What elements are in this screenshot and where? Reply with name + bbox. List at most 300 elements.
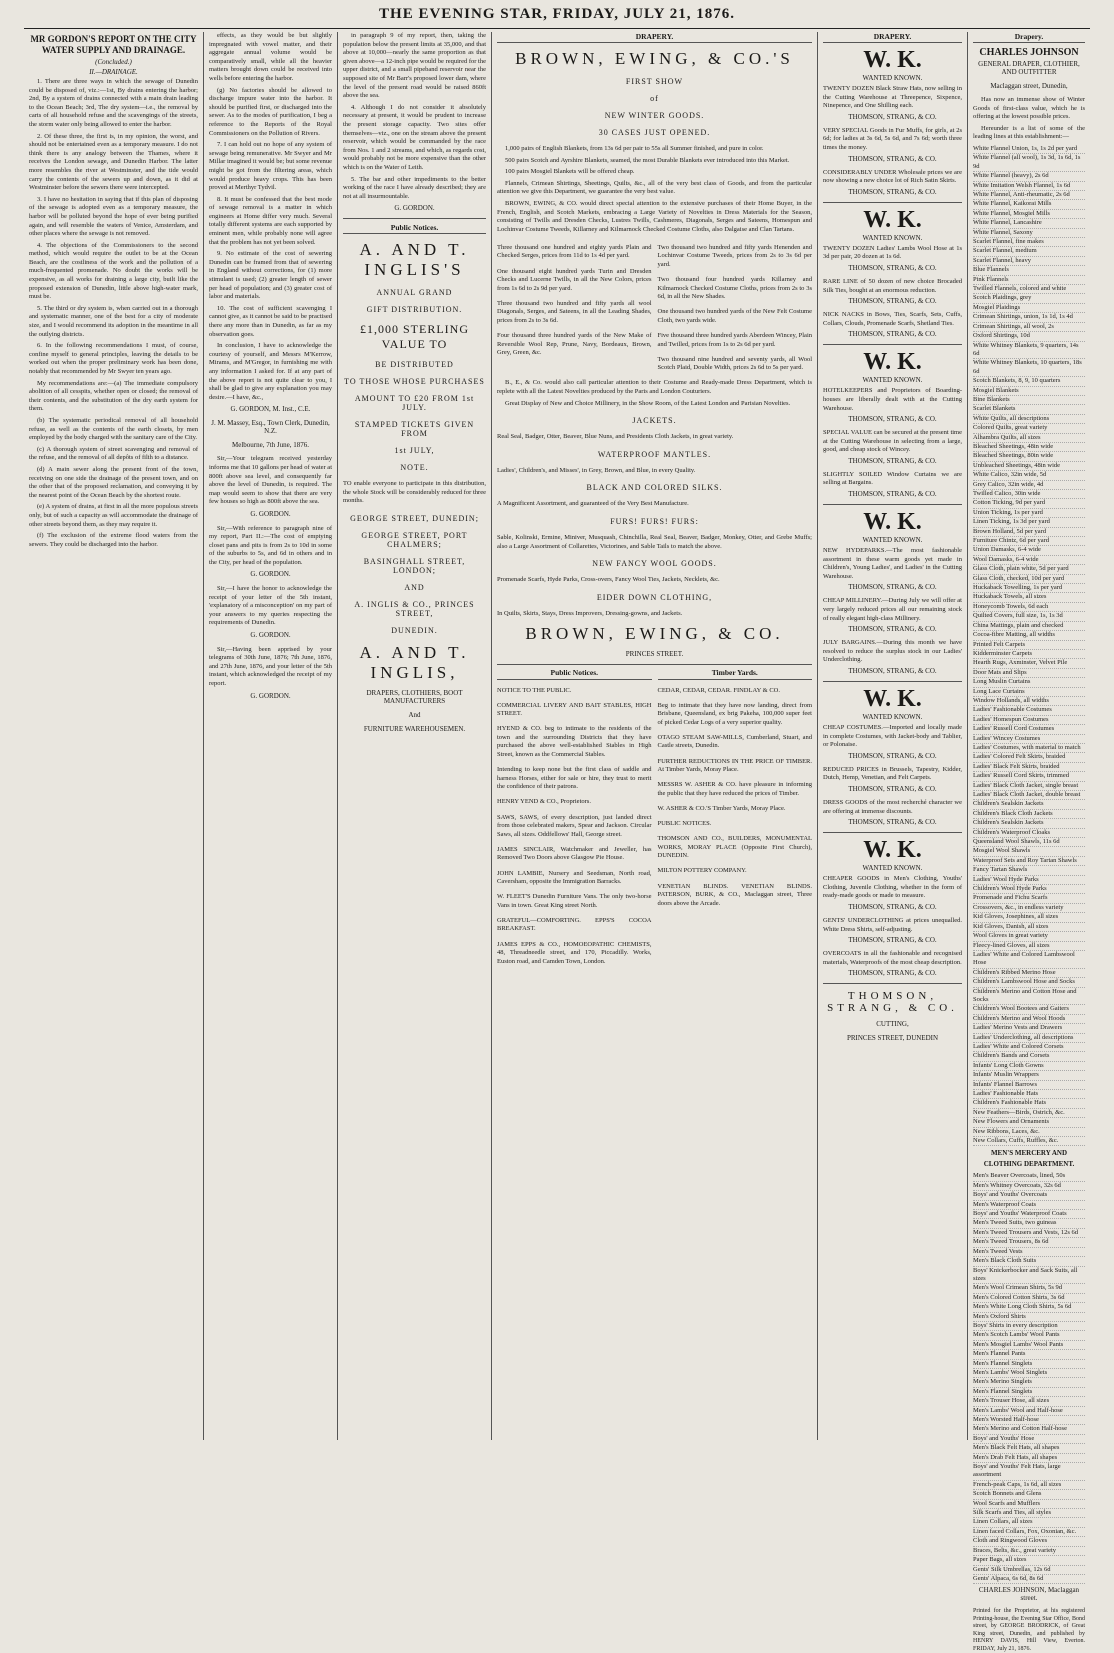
list-item: Long Lace Curtains [973,688,1085,697]
notice: THOMSON AND CO., BUILDERS, MONUMENTAL WORKS, MORAY PLACE (Opposite First Church), DUNEDIN. [657,835,812,860]
wanted-known: WANTED KNOWN. [862,233,923,242]
list-item: China Mattings, plain and checked [973,622,1085,631]
list-item: Men's Black Cloth Suits [973,1257,1085,1266]
list-item: Infants' Muslin Wrappers [973,1071,1085,1080]
ad-paragraph: TWENTY DOZEN Ladies' Lambs Wool Hose at 1s 3d per pair, 20 dozen at 1s 6d. [823,244,962,261]
list-item: Linen Ticking, 1s 3d per yard [973,518,1085,527]
ad-address: Maclaggan street, Dunedin, [990,82,1068,90]
notice: W. ASHER & CO.'S Timber Yards, Moray Place. [657,804,786,812]
list-item: Ladies' Russell Cord Skirts, trimmed [973,772,1085,781]
list-item: Kid Gloves, Danish, all sizes [973,923,1085,932]
list-item: Mosgiel Blankets [973,387,1085,396]
price-list-right [658,237,813,379]
list-item: White Flannel (heavy), 2s 6d [973,172,1085,181]
list-item: Huckaback Towelling, 1s per yard [973,584,1085,593]
list-item: Oxford Shirtings, 10d [973,332,1085,341]
price-list [973,1172,1085,1584]
signature: THOMSON, STRANG, & CO. [848,936,937,945]
divider [343,218,486,219]
advertiser-name: A. AND T. INGLIS'S [359,240,470,280]
list-item: Alhambra Quilts, all sizes [973,434,1085,443]
paragraph: Sir,—I have the honor to acknowledge the receipt of your letter of the 5th instant, 'explanatory of a misconception' on my part of your answers to my queries respecting the requirements of Dunedin. [209,585,332,627]
list-item: Men's Tweed Vests [973,1248,1085,1257]
list-item: White Whitney Blankets, 9 quarters, 14s 6d [973,342,1085,360]
list-item: Men's Trouser Hose, all sizes [973,1397,1085,1406]
list-item: Queensland Wool Shawls, 11s 6d [973,838,1085,847]
wk-heading: W. K. [863,349,922,376]
list-item: Kid Gloves, Josephines, all sizes [973,913,1085,922]
wanted-known: WANTED KNOWN. [862,713,923,721]
ad-line: 1st JULY, [394,446,435,456]
list-item: Boys' Shirts in every description [973,1322,1085,1331]
ad-line: FURNITURE WAREHOUSEMEN. [363,725,466,734]
list-item: One thousand eight hundred yards Turin and Dresden Checks and Lucerne Twills, in all the New Colors, prices from 1s 6d to 2s 9d per yard. [497,267,652,292]
ad-line: of [650,94,659,103]
list-item: White Flannel (all wool), 1s 3d, 1s 6d, 1s 9d [973,154,1085,172]
article-body [343,32,486,201]
signature: THOMSON, STRANG, & CO. [848,818,937,827]
section-heading: Drapery. [973,32,1085,43]
notice: PUBLIC NOTICES. [657,820,712,828]
signature: G. GORDON, M. Inst., C.E. [230,405,311,414]
paragraph: Has now an immense show of Winter Goods of first-class value, which he is offering at the lowest possible prices. [973,96,1085,121]
list-item: Hearth Rugs, Axminster, Velvet Pile [973,659,1085,668]
ad-address: A. INGLIS & CO., PRINCES STREET, [354,600,475,619]
paragraph: (f) The exclusion of the extreme flood waters from the sewers. They could be discharged into the harbor. [29,532,198,548]
list-item: Children's Fashionable Hats [973,1099,1085,1108]
column-brown-ewing [492,32,818,1440]
list-item: Men's Worsted Half-hose [973,1416,1085,1425]
list-item: Two thousand nine hundred and seventy yards, all Wool Scotch Plaid, Double Width, prices 2s 6d to 5s per yard. [657,355,812,372]
section-heading: MEN'S MERCERY AND CLOTHING DEPARTMENT. [983,1149,1075,1169]
list-item: Men's Drab Felt Hats, all shapes [973,1454,1085,1463]
list-item: Men's Colored Cotton Shirts, 3s 6d [973,1294,1085,1303]
list-item: Colored Quilts, great variety [973,424,1085,433]
list-item: Glass Cloth, checked, 10d per yard [973,575,1085,584]
paragraph: 6. In the following recommendations I must, of course, confine myself to general principles, leaving the details to be worked out when the proper preliminary work has been done, notably that recommended by Mr Swyer ten years ago. [29,342,198,375]
list-item: Ladies' Wincey Costumes [973,735,1085,744]
list-item: Twilled Calico, 30in wide [973,490,1085,499]
ad-line: 30 CASES JUST OPENED. [598,128,711,137]
list-item: Cotton Ticking, 9d per yard [973,499,1085,508]
signature: THOMSON, STRANG, & CO. [848,902,937,911]
ad-address: DUNEDIN. [391,626,438,636]
paragraph: (c) A thorough system of street scavenging and removal of the refuse, and the removal of all depôts of filth to a distance. [29,445,198,462]
ad-paragraph: CONSIDERABLY UNDER Wholesale prices we are now showing a new choice lot of Rich Satin Skirts. [823,168,962,185]
ad-line: STAMPED TICKETS GIVEN FROM [354,420,475,439]
notice: JOHN LAMBIE, Nursery and Seedsman, North road, Caversham, opposite the Immigration Barracks. [497,869,652,886]
paragraph: (e) A system of drains, at first in all the more populous streets only, but of such a capacity as will accommodate the drainage of other streets beyond them, as they may require it. [29,503,198,528]
paragraph: (g) No factories should be allowed to discharge impure water into the harbor. It should be purified first, or discharged into the sewer. As to the modes of purification, I beg a reference to the Reports of the Royal Commissioners on the Pollution of Rivers. [209,86,332,137]
wanted-known: WANTED KNOWN. [862,536,923,545]
list-item: Two thousand four hundred yards Killarney and Kilmarnock Checked Costume Cloths, prices from 2s to 3s 6d, in all the New Shades. [657,276,812,301]
list-item: Children's Merino and Wool Hoods [973,1015,1085,1024]
paragraph: 4. The objections of the Commissioners to the second method, which would require the outlet to be at the Ocean Beach, are the costliness of the work and the pollution of a much-frequented promenade. No doubt the works will be expensive, as all works for draining a large city, built like the proposed extension of Dunedin, little above high-water mark, must be. [29,241,198,301]
list-item: Ladies' White and Colored Corsets [973,1043,1085,1052]
ad-line: ANNUAL GRAND [376,288,453,298]
ad-body: Sable, Kolinski, Ermine, Miniver, Musquash, Chinchilla, Real Seal, Beaver, Badger, Monkey, Otter, and Grebe Muffs; also a Large Assortment of Collarettes, Victorines, and Sable Tails to match the above. [497,534,812,550]
paragraph: 10. The cost of sufficient scavenging I cannot give, as it cannot be said to be practised there any more than in Dunedin, as far as my observation goes. [209,304,332,338]
paragraph: Sir,—Having been apprised by your telegrams of 30th June, 1876; 7th June, 1876, and 27th June, 1876, and your letter of the 5th instant, which acknowledged the receipt of my report. [209,645,332,687]
list-item: Children's Lambswool Hose and Socks [973,978,1085,987]
list-item: Ladies' Black Cloth Jacket, double breast [973,791,1085,800]
ad-paragraph: TWENTY DOZEN Black Straw Hats, now selling in the Cutting Warehouse at Threepence, Sixpence, Ninepence, and One Shilling each. [823,85,962,110]
column-report [24,32,204,1440]
list-item: Infants' Flannel Barrows [973,1081,1085,1090]
letter-date: Melbourne, 7th June, 1876. [232,441,309,450]
divider [823,504,962,505]
list-item: Ladies' Colored Felt Skirts, braided [973,753,1085,762]
signature: THOMSON, STRANG, & CO. [848,112,937,121]
list-item: Boys' and Youths' Felt Hats, large assortment [973,1463,1085,1481]
ad-paragraph: GENTS' UNDERCLOTHING at prices unequalled. White Dress Shirts, self-adjusting. [823,916,962,933]
list-item: Twilled Flannels, colored and white [973,285,1085,294]
paragraph: 5. The third or dry system is, when carried out in a thorough and systematic manner, one of the best for a city of moderate size, and I would recommend its adoption in the meantime in all the outlying districts. [29,304,198,338]
article-body [209,32,332,402]
section-heading: DRAPERY. [497,32,812,43]
list-item: Ladies' Black Cloth Jacket, single breast [973,782,1085,791]
list-item: Mosgiel Wool Shawls [973,847,1085,856]
list-item: Men's Lambs' Wool Singlets [973,1369,1085,1378]
notice: OTAGO STEAM SAW-MILLS, Cumberland, Stuart, and Castle streets, Dunedin. [657,733,812,750]
list-item: Union Ticking, 1s per yard [973,509,1085,518]
list-item: Men's Tweed Suits, two guineas [973,1219,1085,1228]
list-item: Men's Tweed Trousers, 8s 6d [973,1238,1085,1247]
list-item: Grey Calico, 32in wide, 4d [973,481,1085,490]
ad-line: NEW WINTER GOODS. [604,111,705,120]
list-item: White Flannel, Saxony [973,229,1085,238]
list-item: Ladies' Wool Hyde Parks [973,876,1085,885]
list-item: White Quilts, all descriptions [973,415,1085,424]
column-notices [338,32,492,1440]
ad-line: FURS! FURS! FURS: [610,517,699,527]
ad-line: GIFT DISTRIBUTION. [366,305,463,315]
concluded-label: (Concluded.) [95,58,132,66]
list-item: Men's White Long Cloth Shirts, 5s 6d [973,1303,1085,1312]
list-item: Boys' and Youths' Waterproof Coats [973,1210,1085,1219]
column-thomson-strang [818,32,968,1440]
list-item: White Flannel, Kaikorai Mills [973,200,1085,209]
paragraph: 5. The bar and other impediments to the better working of the race I have already described; they are not at all insurmountable. [343,175,486,200]
paragraph: Sir,—Your telegram received yesterday informs me that 10 gallons per head of water at 800ft above sea level, and consequently far above the level of Dunedin, is required. The map would seem to show that there are very few houses so high as 800ft above the sea. [209,455,332,506]
list-item: Three thousand two hundred and fifty yards all wool Diagonals, Serges, and Sateens, in all the Leading Shades, prices from 2s to 3s 6d. [497,299,652,324]
list-item: Long Muslin Curtains [973,678,1085,687]
ad-address: GEORGE STREET, DUNEDIN; [350,514,479,524]
article-body [29,78,198,549]
divider [823,202,962,203]
notice: JAMES EPPS & CO., HOMOEOPATHIC CHEMISTS, 48, Threadneedle street, and 170, Piccadilly. Works, Euston road, and Camden Town, London. [497,940,652,965]
paragraph: 4. Although I do not consider it absolutely necessary at present, it would be prudent to increase the present storage capacity. Two sites offer themselves—viz., one on the stream above the present reservoir, which would be commanded by the race from Nos. 1 and 2 streams, and which, as regards cost, would probably not be more expensive than the other which is on the Water of Leith. [343,103,486,171]
paragraph: effects, as they would be but slightly impregnated with vowel matter, and their aggregate annual volume would be comparatively small, while all the heavier matters brought down could be received into wells before entering the harbor. [209,32,332,82]
notice: HYEND & CO. beg to intimate to the residents of the town and the surrounding Districts that they have purchased the above well-established Stables in High Street, known as the Commercial Stables. [497,725,652,759]
ad-paragraph: CHEAPER GOODS in Men's Clothing, Youths' Clothing, Juvenile Clothing, whether in the form of ready-made goods or made to measure. [823,875,962,900]
list-item: Crimean Shirtings, union, 1s 1d, 1s 4d [973,313,1085,322]
ad-line: DRAPERS, CLOTHIERS, BOOT MANUFACTURERS [366,689,463,706]
list-item: White Flannel, Anti-rheumatic, 2s 6d [973,191,1085,200]
list-item: Three thousand one hundred and eighty yards Plain and Checked Serges, prices from 11d to 1s 4d per yard. [497,243,652,260]
notice: SAWS, SAWS, of every description, just landed direct from those celebrated makers, Spear and Jackson. Circular Saws, all sizes. Oddfellows' Hall, George street. [497,813,652,838]
ad-body [497,145,812,234]
paragraph: 3. I have no hesitation in saying that if this plan of disposing of the sewage is adopted even as a temporary measure, the harbor will be polluted beyond the hope of ever being purified again, and will resemble the waters of Venice, Amsterdam, and other places where the sewage is not removed. [29,195,198,238]
signature: THOMSON, STRANG, & CO. [848,456,937,465]
list-item: White Whitney Blankets, 10 quarters, 18s 6d [973,359,1085,377]
wk-heading: W. K. [863,206,922,233]
paragraph: 1,000 pairs of English Blankets, from 13s 6d per pair to 55s all Summer finished, and pure in color. [505,145,764,152]
ad-address: GEORGE STREET, PORT CHALMERS; [361,531,468,550]
list-item: Unbleached Sheetings, 48in wide [973,462,1085,471]
list-item: Gents' Alpaca, 6s 6d, 8s 6d [973,1575,1085,1584]
list-item: Bleached Sheetings, 80in wide [973,452,1085,461]
list-item: Five thousand three hundred yards Aberdeen Wincey, Plain and Twilled, prices from 1s to 2s 6d per yard. [657,332,812,348]
list-item: Printed Felt Carpets [973,641,1085,650]
signature: G. GORDON. [250,631,291,640]
list-item: Scotch Plaidings, grey [973,294,1085,303]
list-item: Ladies' Merino Vests and Drawers [973,1024,1085,1033]
ad-paragraph: CHEAP MILLINERY.—During July we will offer at very largely reduced prices all our remaining stock of really elegant high-class Millinery. [823,597,962,622]
price-lists [497,237,812,379]
price-list-left [497,237,652,379]
list-item: New Collars, Cuffs, Ruffles, &c. [973,1137,1085,1146]
list-item: Men's Tweed Trousers and Vests, 12s 6d [973,1229,1085,1238]
signature: THOMSON, STRANG, & CO. [848,625,937,634]
list-item: Crimean Shirtings, all wool, 2s [973,323,1085,332]
list-item: Cloth and Ringwood Gloves [973,1537,1085,1546]
list-item: Children's Wool Hyde Parks [973,885,1085,894]
list-item: Four thousand three hundred yards of the New Make of Reversible Wool Rep, Prune, Navy, Bordeaux, Brown, Grey, Green, &c. [497,332,652,357]
ad-body [497,379,812,408]
list-item: Fleecy-lined Gloves, all sizes [973,942,1085,951]
ad-paragraph: RARE LINE of 50 dozen of new choice Brocaded Silk Ties, bought at an enormous reduction. [823,277,962,294]
ad-line: AMOUNT TO £20 FROM 1st JULY. [354,394,475,413]
paragraph: 100 pairs Mosgiel Blankets will be offered cheap. [505,168,635,176]
paragraph: (d) A main sewer along the present front of the town, receiving on one side the drainage of the present town, and on the other that of the proposed reclamation, and conveying it by the nearest point of the Ocean Beach by the shortest route. [29,465,198,499]
list-item: Door Mats and Slips [973,669,1085,678]
list-item: Men's Waterproof Coats [973,1201,1085,1210]
imprint: Printed for the Proprietor, at his registered Printing-house, the Evening Star Office, Bond street, by GEORGE BRODRICK, of Great King street, Dunedin, and published by HENRY DAVIS, Hill View, Everton. FRIDAY, July 21, 1876. [973,1608,1085,1652]
list-item: Fancy Tartan Shawls [973,866,1085,875]
letters [209,455,332,700]
paragraph: My recommendations are:—(a) The immediate compulsory abolition of all cesspits, whether open or closed; the removal of their contents, and the substitution of the dry earth system for them. [29,379,198,413]
ad-line: BE DISTRIBUTED [375,360,454,370]
signature: THOMSON, STRANG, & CO. [848,154,937,163]
column-report-continued [204,32,338,1440]
signature: THOMSON, STRANG, & CO. [848,969,937,978]
list-item: Linen faced Collars, Fox, Oxonian, &c. [973,1528,1085,1537]
notice: JAMES SINCLAIR, Watchmaker and Jeweller, has Removed Two Doors above Glasgow Pie House. [497,845,652,862]
list-item: Men's Beaver Overcoats, lined, 50s [973,1172,1085,1181]
list-item: Scarlet Flannel, heavy [973,257,1085,266]
list-item: Wool Damasks, 6-4 wide [973,556,1085,565]
signature: THOMSON, STRANG, & CO. [848,490,937,499]
list-item: Silk Scarfs and Ties, all styles [973,1509,1085,1518]
list-item: Mosgiel Plaidings [973,304,1085,313]
timber-yards [658,669,813,972]
divider [823,344,962,345]
signature: THOMSON, STRANG, & CO. [848,187,937,196]
wanted-known: WANTED KNOWN. [862,74,923,82]
divider [497,664,812,665]
list-item: White Flannel, Mosgiel Mills [973,210,1085,219]
price-list [973,145,1085,1146]
ad-body: In Quilts, Skirts, Stays, Dress Improvers, Dressing-gowns, and Jackets. [497,609,683,617]
signature: THOMSON, STRANG, & CO. [848,751,937,760]
advertiser-name: BROWN, EWING, & CO. [525,624,784,644]
ad-line: JACKETS. [632,416,677,426]
list-item: Ladies' Russell Cord Costumes [973,725,1085,734]
paragraph: Sir,—With reference to paragraph nine of my report, Part II.:—The cost of emptying closet pans and pits is from 2s to 10d in some of the suburbs to 5s, and 6d in others and in the City, per head of the population. [209,524,332,566]
notice: Intending to keep none but the first class of saddle and harness Horses, either for sale or hire, they trust to merit the confidence of their patrons. [497,766,652,791]
list-item: New Ribbons, Laces, &c. [973,1128,1085,1137]
ad-line: WATERPROOF MANTLES. [597,449,712,459]
list-item: Men's Flannel Pants [973,1350,1085,1359]
list-item: Gents' Silk Umbrellas, 12s 6d [973,1566,1085,1575]
list-item: Men's Black Felt Hats, all shapes [973,1444,1085,1453]
list-item: Cocoa-fibre Matting, all widths [973,631,1085,640]
ad-paragraph: SPECIAL VALUE can be secured at the present time at the Cutting Warehouse in selecting from a large, good, and cheap stock of Wincey. [823,429,962,454]
ad-paragraph: HOTELKEEPERS and Proprietors of Boarding-houses are liberally dealt with at the Cutting Warehouse. [823,387,962,412]
list-item: Window Hollands, all widths [973,697,1085,706]
ad-body: Real Seal, Badger, Otter, Beaver, Blue Nuns, and Presidents Cloth Jackets, in great variety. [497,433,734,441]
signature: CHARLES JOHNSON, Maclaggan street. [978,1586,1080,1603]
ad-line: NOTE. [400,463,429,473]
ad-paragraph: OVERCOATS in all the fashionable and recognised materials, Waterproofs of the most cheap description. [823,950,962,966]
notice: MESSRS W. ASHER & CO. have pleasure in informing the public that they have reduced the prices of Timber. [657,781,812,797]
ad-line: GENERAL DRAPER, CLOTHIER, AND OUTFITTER [978,60,1080,76]
ad-address: AND [404,583,425,593]
paragraph: 1. There are three ways in which the sewage of Dunedin could be disposed of, viz.:—1st, By drains entering the harbor; 2nd, By a system of drains connected with a main drain leading to the Ocean Beach; 3rd, The dry system—i.e., the removal by carts of all household refuse and the scavengings of the streets, the storm water only being allowed to enter the harbor. [29,78,198,128]
list-item: Glass Cloth, plain white, 5d per yard [973,565,1085,574]
paragraph: Hereunder is a list of some of the leading lines at this establishment:— [973,124,1085,141]
paragraph: 2. Of these three, the first is, in my opinion, the worst, and should not be entertained even as a temporary measure. I do not think there is any analogy between the Thames, where it receives the London sewage, and Dunedin Harbor. The latter more resembles the river at Westminster, and the tide would carry the contents of the sewers up and down, as it did at Westminster before the sewers there were intercepted. [29,132,198,192]
signature: G. GORDON. [394,204,435,213]
paragraph: 500 pairs Scotch and Ayrshire Blankets, seamed, the most Durable Blankets ever introduced into this Market. [505,156,790,164]
notice: NOTICE TO THE PUBLIC. [497,686,572,694]
list-item: Children's Waterproof Cloaks [973,829,1085,838]
ad-body: Ladies', Children's, and Misses', in Grey, Brown, and Blue, in every Quality. [497,466,696,474]
list-item: White Calico, 32in wide, 5d [973,471,1085,480]
list-item: Kidderminster Carpets [973,650,1085,659]
list-item: Bine Blankets [973,396,1085,405]
list-item: Scarlet Flannel, medium [973,247,1085,256]
list-item: Linen Collars, all sizes [973,1518,1085,1527]
ad-line: BLACK AND COLORED SILKS. [586,483,723,493]
list-item: Men's Whitney Overcoats, 32s 6d [973,1182,1085,1191]
advertiser-name: A. AND T. INGLIS, [359,643,470,683]
list-item: White Imitation Welsh Flannel, 1s 6d [973,182,1085,191]
list-item: Waterproof Sets and Roy Tartan Shawls [973,857,1085,866]
ad-address: PRINCES STREET, DUNEDIN [846,1034,939,1043]
list-item: Men's Merino Singlets [973,1378,1085,1387]
list-item: Men's Scotch Lambs' Wool Pants [973,1331,1085,1340]
list-item: Union Damasks, 6-4 wide [973,546,1085,555]
list-item: Ladies' Black Felt Skirts, braided [973,763,1085,772]
paragraph: (b) The systematic periodical removal of all household refuse, as well as the contents of the earth closets, by men employed by the body charged with the sanitary care of the City. [29,416,198,442]
list-item: Infants' Long Cloth Gowns [973,1062,1085,1071]
list-item: One thousand two hundred yards of the New Felt Costume Cloth, two yards wide. [657,308,812,324]
ad-address: CUTTING, [876,1020,909,1029]
section-heading: Timber Yards. [658,669,813,680]
wanted-known: WANTED KNOWN. [862,376,923,385]
ad-line: EIDER DOWN CLOTHING, [596,592,713,602]
list-item: Pink Flannels [973,276,1085,285]
section-heading: Public Notices. [497,669,652,680]
ad-body: A Magnificent Assortment, and guaranteed of the Very Best Manufacture. [497,500,689,508]
ad-body [973,96,1085,142]
list-item: Two thousand two hundred and fifty yards Henenden and Lochinvar Costume Tweeds, prices from 2s to 3s 6d per yard. [657,243,812,269]
ad-paragraph: JULY BARGAINS.—During this month we have resolved to reduce the surplus stock in our Ladies' Underclothing. [823,639,962,664]
advertiser-name: CHARLES JOHNSON [979,47,1079,58]
list-item: Ladies' Costumes, with material to match [973,744,1085,753]
ad-body: TO enable everyone to participate in this distribution, the whole Stock will be considerably reduced for three months. [343,480,486,505]
wk-heading: W. K. [863,837,922,864]
signature: THOMSON, STRANG, & CO. [848,263,937,272]
list-item: Men's Flannel Singlets [973,1360,1085,1369]
ad-paragraph: SLIGHTLY SOILED Window Curtains we are selling at Bargains. [823,470,962,487]
list-item: New Flowers and Ornaments [973,1118,1085,1127]
signature: THOMSON, STRANG, & CO. [848,667,937,675]
list-item: White Flannel, Lancashire [973,219,1085,228]
paragraph: B., E., & Co. would also call particular attention to their Costume and Ready-made Dress Department, which is replete with all the Latest Novelties produced by the Paris and London Couturiers. [497,379,812,396]
list-item: White Flannel Union, 1s, 1s 2d per yard [973,145,1085,154]
section-heading: II.—DRAINAGE. [89,68,138,76]
advertiser-name: THOMSON, STRANG, & CO. [827,990,958,1015]
list-item: Men's Oxford Shirts [973,1313,1085,1322]
notice: HENRY YEND & CO., Proprietors. [497,798,591,806]
list-item: Children's Ribbed Merino Hose [973,969,1085,978]
section-heading: Public Notices. [343,223,486,234]
ad-line: And [408,711,421,720]
list-item: Men's Lambs' Wool and Half-hose [973,1407,1085,1416]
notice: FURTHER REDUCTIONS IN THE PRICE OF TIMBER. At Timber Yards, Moray Place. [657,757,812,774]
list-item: Children's Sealskin Jackets [973,819,1085,828]
notice: VENETIAN BLINDS. VENETIAN BLINDS. PATERSON, BURK, & CO., Maclaggan street, Three doors above the Arcade. [657,882,812,907]
signature: THOMSON, STRANG, & CO. [848,583,937,592]
paragraph: BROWN, EWING, & CO. would direct special attention to the extensive purchases of their Home Buyer, in the French, English, and Scotch Markets, embracing a Large Variety of Novelties in Dress Materials for the Season, consisting of Twills and Dresden Checks, Lustres Twills, Cashmeres, Diagonals, Serges and Sateens, Homespun and Lochinvar Costume Tweeds, Killarney and Kilmarnock Checked Costume Cloths, also Dalgaise and Clan Tartans. [497,199,812,233]
ad-address: PRINCES STREET. [625,650,684,659]
list-item: Ladies' White and Colored Lambswool Hose [973,951,1085,969]
wk-heading: W. K. [863,47,922,73]
list-item: Men's Mosgiel Lambs' Wool Pants [973,1341,1085,1350]
wk-heading: W. K. [863,509,922,536]
list-item: Brown Holland, 5d per yard [973,528,1085,537]
list-item: Boys' and Youths' Overcoats [973,1191,1085,1200]
divider [823,983,962,984]
ad-paragraph: NICK NACKS in Bows, Ties, Scarfs, Sets, Cuffs, Collars, Clouds, Promenade Scarfs, Shetland Ties. [823,311,962,327]
public-notices [497,669,652,972]
notice: COMMERCIAL LIVERY AND BAIT STABLES, HIGH STREET. [497,701,652,718]
paragraph: 9. No estimate of the cost of sewering Dunedin can be framed from that of sewering in England without corrections, for (1) more stimulant is used; (2) greater length of sewer per head of population; and (3) greater cost of labor and materials. [209,250,332,301]
paragraph: 7. I can hold out no hope of any system of sewage being remunerative. Mr Swyer and Mr Millar imagined it would be; but some revenue might be got from the filtering areas, which would produce heavy crops. This has been proved at Merthyr Tydvil. [209,141,332,192]
paragraph: in paragraph 9 of my report, then, taking the population below the present limits at 35,000, and that above at 10,000—nearly the same proportion as that given above—a 12-inch pipe would be required for the upper district, and a small pipeband reservoir near the supposed site of Mr Barr's proposed lower dam, where the level of the present road would be raised 860ft above the sea. [343,32,486,100]
divider [823,681,962,682]
list-item: Crossovers, &c., in endless variety [973,904,1085,913]
list-item: Boys' and Youths' Hose [973,1435,1085,1444]
ad-line: TO THOSE WHOSE PURCHASES [344,377,485,387]
list-item: Promenade and Fichu Scarfs [973,894,1085,903]
paragraph: In conclusion, I have to acknowledge the courtesy of yourself, and Messrs M'Kerrow, Mirams, and M'Gregor, in furnishing me with any information I asked for. If at any part of the above report is not quite clear to you, I shall be glad to give any explanation you may desire.—I have, &c., [209,342,332,401]
list-item: New Feathers—Birds, Ostrich, &c. [973,1109,1085,1118]
list-item: Boys' Knickerbocker and Sack Suits, all sizes [973,1267,1085,1285]
signature: THOMSON, STRANG, & CO. [848,330,937,339]
column-charles-johnson [968,32,1090,1652]
list-item: Ladies' Fashionable Costumes [973,706,1085,715]
list-item: Ladies' Underclothing, all descriptions [973,1034,1085,1043]
signature: G. GORDON. [250,509,291,518]
list-item: Men's Flannel Singlets [973,1388,1085,1397]
list-item: Ladies' Fashionable Hats [973,1090,1085,1099]
list-item: Scotch Bonnets and Glens [973,1490,1085,1499]
ad-line: NEW FANCY WOOL GOODS. [592,559,717,569]
